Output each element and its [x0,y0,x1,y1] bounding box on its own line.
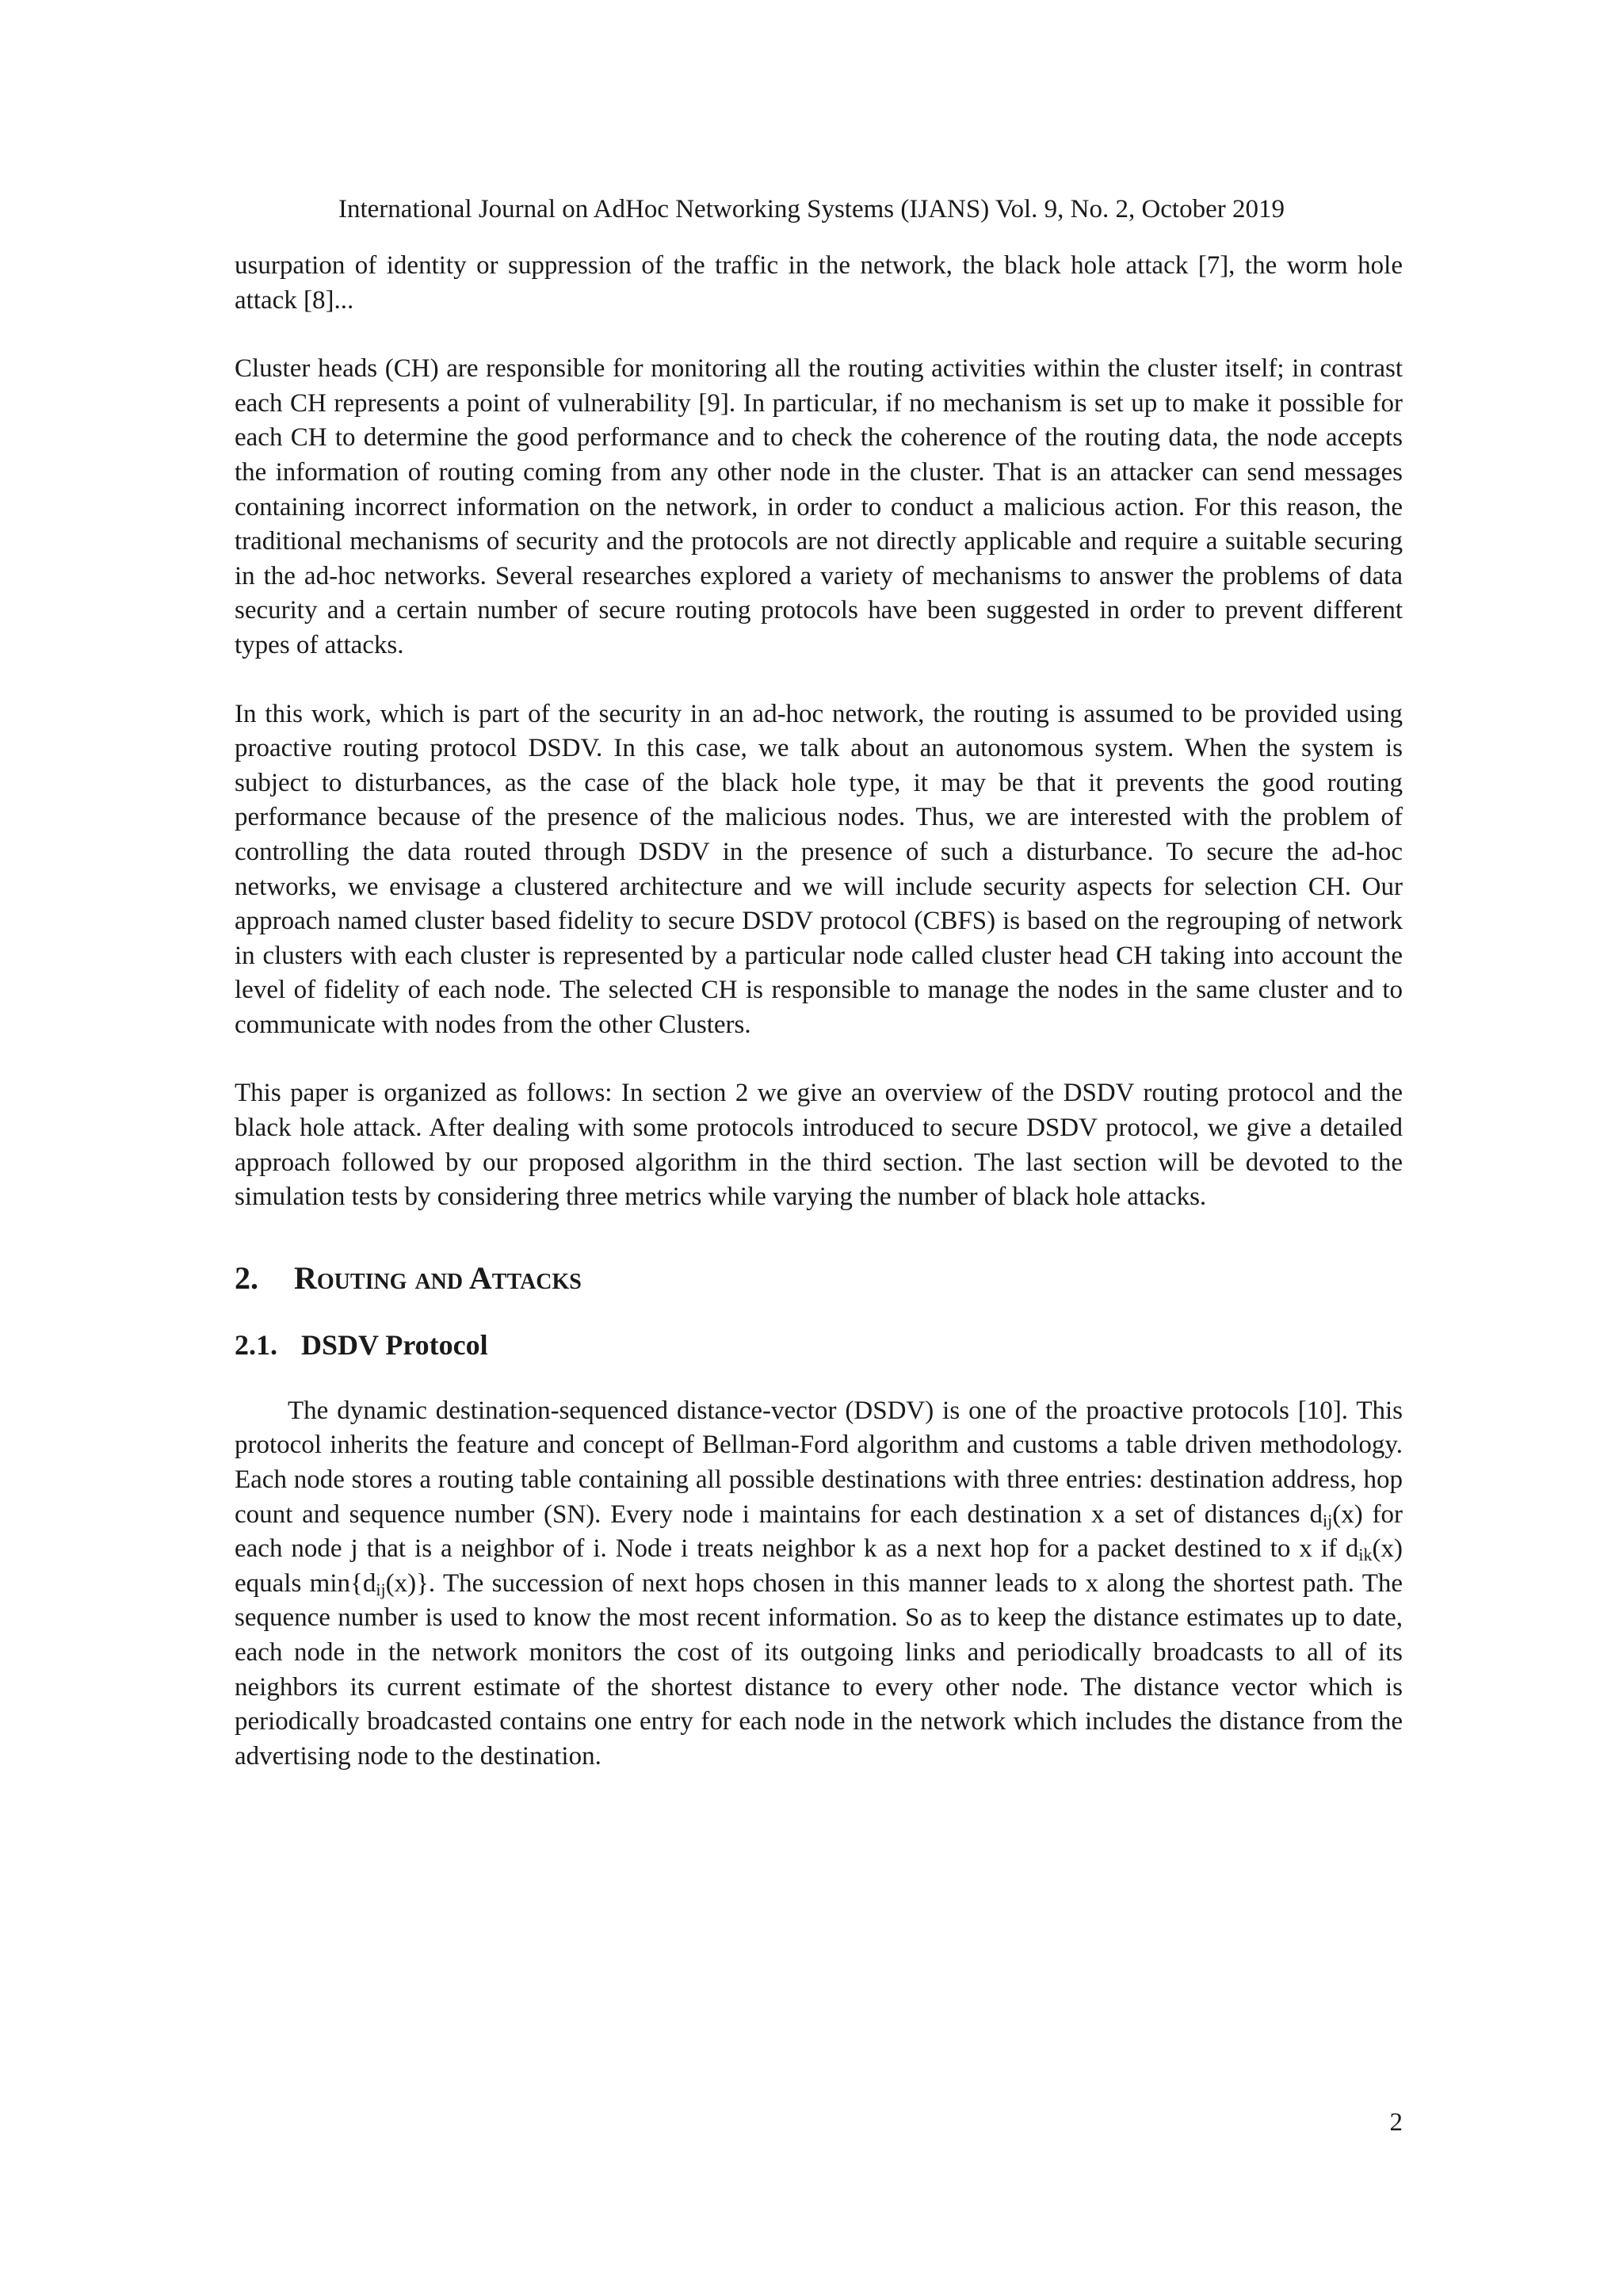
dsdv-text-2: (x) for each node j that is a neighbor of i. Node i treats neighbor k as a next hop for a packet destined to x if d [235,1499,1403,1564]
subsection-title: DSDV Protocol [301,1328,488,1361]
section-title: Routing and Attacks [294,1259,582,1296]
subscript-ij: ij [1322,1510,1333,1530]
paragraph-this-work: In this work, which is part of the security in an ad-hoc network, the routing is assumed to be provided using proactive routing protocol DSDV. In this case, we talk about an autonomous system. When the system is subject to disturbances, as the case of the black hole type, it may be that it prevents the good routing performance because of the presence of the malicious nodes. Thus, we are interested with the problem of controlling the data routed through DSDV in the presence of such a disturbance. To secure the ad-hoc networks, we envisage a clustered architecture and we will include security aspects for selection CH. Our approach named cluster based fidelity to secure DSDV protocol (CBFS) is based on the regrouping of network in clusters with each cluster is represented by a particular node called cluster head CH taking into account the level of fidelity of each node. The selected CH is responsible to manage the nodes in the same cluster and to communicate with nodes from the other Clusters. [235,699,1403,1039]
paragraph-organization: This paper is organized as follows: In section 2 we give an overview of the DSDV routing protocol and the black hole attack. After dealing with some protocols introduced to secure DSDV protocol, we give a detailed approach followed by our proposed algorithm in the third section. The last section will be devoted to the simulation tests by considering three metrics while varying the number of black hole attacks. [235,1079,1403,1212]
section-number: 2. [235,1259,258,1296]
section-heading [235,1259,1403,1297]
body-text [235,249,1403,1774]
subsection-heading [235,1328,1403,1362]
dsdv-text-1: The dynamic destination-sequenced distance-vector (DSDV) is one of the proactive protocols [10]. This protocol inherits the feature and concept of Bellman-Ford algorithm and customs a table driven methodology. Each node stores a routing table containing all possible destinations with three entries: destination address, hop count and sequence number (SN). Every node i maintains for each destination x a set of distances d [235,1396,1403,1529]
subscript-ik: ik [1358,1545,1373,1565]
page-number: 2 [1389,2108,1403,2137]
paragraph-cluster-heads: Cluster heads (CH) are responsible for monitoring all the routing activities within the cluster itself; in contrast each CH represents a point of vulnerability [9]. In particular, if no mechanism is set up to make it possible for each CH to determine the good performance and to check the coherence of the routing data, the node accepts the information of routing coming from any other node in the cluster. That is an attacker can send messages containing incorrect information on the network, in order to conduct a malicious action. For this reason, the traditional mechanisms of security and the protocols are not directly applicable and require a suitable securing in the ad-hoc networks. Several researches explored a variety of mechanisms to answer the problems of data security and a certain number of secure routing protocols have been suggested in order to prevent different types of attacks. [235,354,1403,659]
dsdv-text-4: (x)}. The succession of next hops chosen in this manner leads to x along the shortest path. The sequence number is used to know the most recent information. So as to keep the distance estimates up to date, each node in the network monitors the cost of its outgoing links and periodically broadcasts to all of its neighbors its current estimate of the shortest distance to every other node. The distance vector which is periodically broadcasted contains one entry for each node in the network which includes the distance from the advertising node to the destination. [235,1568,1403,1771]
dsdv-text-3: (x) equals min{d [235,1534,1403,1598]
paragraph-intro-continuation: usurpation of identity or suppression of the traffic in the network, the black hole attack [7], the worm hole attack [8]... [235,251,1403,315]
subsection-number: 2.1. [235,1328,277,1361]
running-header: International Journal on AdHoc Networking Systems (IJANS) Vol. 9, No. 2, October 2019 [338,195,1285,223]
subscript-ij: ij [376,1579,386,1599]
paragraph-dsdv [235,1394,1403,1775]
